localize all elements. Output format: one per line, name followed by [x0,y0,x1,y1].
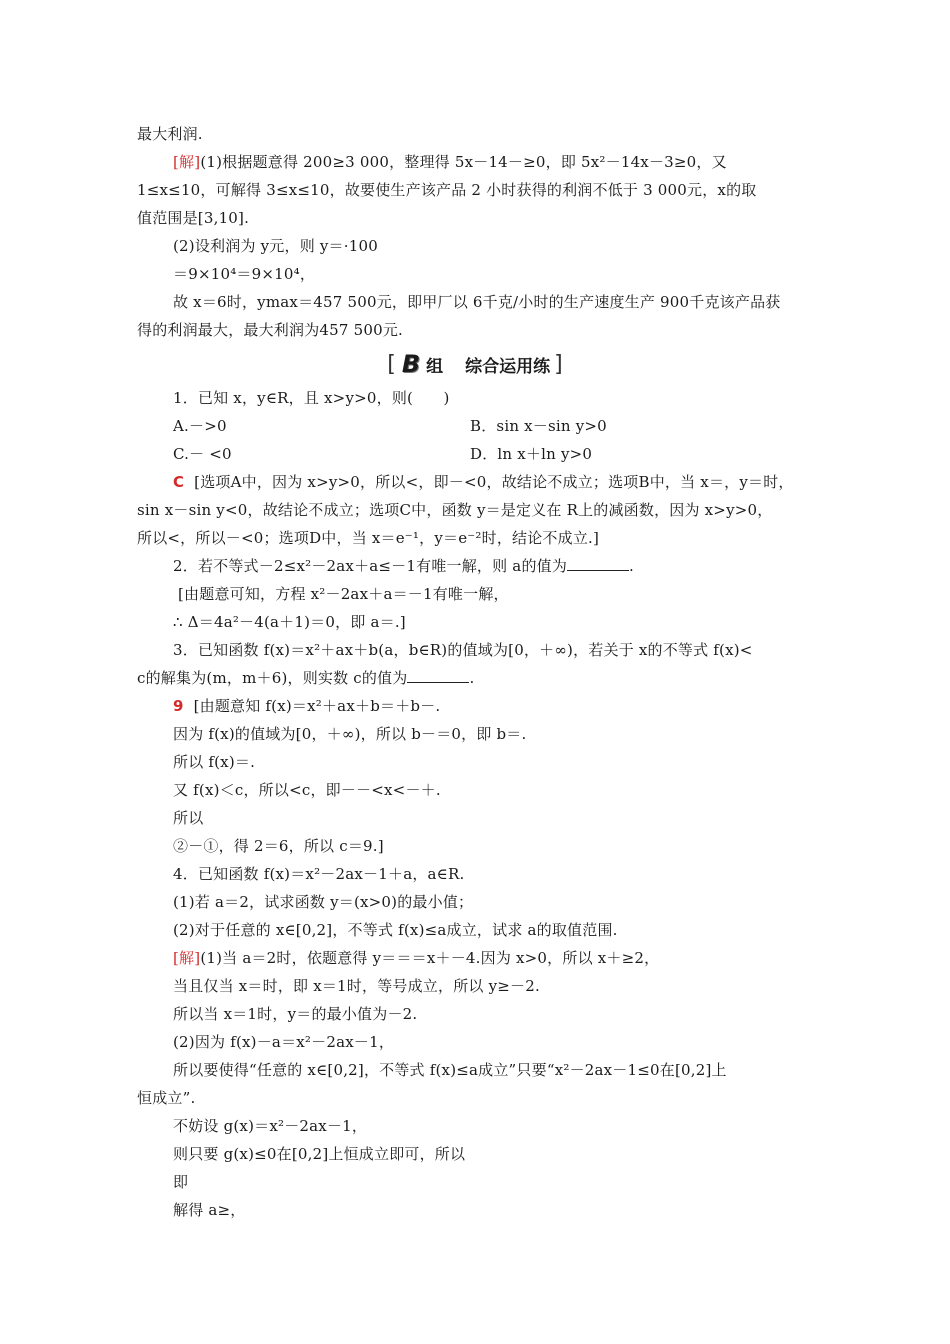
text-line: 所以当 x＝1时，y＝的最小值为－2. [173,1005,418,1023]
answer-tag: 9 [173,697,184,715]
text-line: ②－①，得 2＝6，所以 c＝9.] [173,837,384,855]
answer-tag: C [173,473,185,491]
heading-open-bracket: [ [387,351,396,377]
text-line: ＝9×10⁴＝9×10⁴， [173,265,316,283]
text-line: 值范围是[3,10]. [137,209,250,227]
text-line: 因为 f(x)的值域为[0，＋∞)，所以 b－＝0，即 b＝. [173,725,527,743]
text-line: (2)对于任意的 x∈[0,2]，不等式 f(x)≤a成立，试求 a的取值范围. [173,921,618,939]
text-line: 1≤x≤10，可解得 3≤x≤10，故要使生产该产品 2 小时获得的利润不低于 3 000元，x的取 [137,181,757,199]
option-b: B．sin x－sin y>0 [470,417,607,435]
group-b-icon: B [401,350,421,378]
text-line: sin x－sin y<0，故结论不成立；选项C中，函数 y＝是定义在 R上的减函数，因为 x>y>0， [137,501,773,519]
text-line: 不妨设 g(x)＝x²－2ax－1， [173,1117,368,1135]
text-line: 又 f(x)＜c，所以<c，即－－<x<－＋. [173,781,441,799]
text-line: 解得 a≥， [173,1201,246,1219]
text-line: 所以要使得“任意的 x∈[0,2]，不等式 f(x)≤a成立”只要“x²－2ax－1≤0在[0,2]上 [173,1061,727,1079]
text-line: 则只要 g(x)≤0在[0,2]上恒成立即可，所以 [173,1145,466,1163]
answer-1 [173,472,794,492]
option-a: A.－>0 [173,417,227,435]
text-line: 所以 [173,809,204,827]
answer-3 [173,696,440,716]
solution-tag: [解] [173,949,201,967]
text-line: 即 [173,1173,189,1191]
section-heading [0,350,950,380]
answer-blank [407,668,469,683]
question-3: 3．已知函数 f(x)＝x²＋ax＋b(a，b∈R)的值域为[0，＋∞)，若关于 x的不等式 f(x)< [173,641,753,659]
question-1: 1．已知 x，y∈R，且 x>y>0，则( ) [173,389,450,407]
option-row [173,444,232,464]
text-line: [由题意可知，方程 x²－2ax＋a＝－1有唯一解， [178,585,509,603]
heading-close-bracket: ] [554,351,563,377]
text-span: (1)根据题意得 200≥3 000，整理得 5x－14－≥0，即 5x²－14x－3≥0，又 [200,153,727,171]
text-line: 所以 f(x)＝. [173,753,256,771]
heading-title: 综合运用练 [465,356,551,377]
text-span: c的解集为(m，m＋6)，则实数 c的值为 [137,669,408,687]
text-line: ∴ Δ＝4a²－4(a＋1)＝0，即 a＝.] [173,613,406,631]
text-line: 最大利润. [137,125,203,143]
answer-4 [173,948,659,968]
text-line: 当且仅当 x＝时，即 x＝1时，等号成立，所以 y≥－2. [173,977,540,995]
text-line: (2)设利润为 y元，则 y＝·100 [173,237,378,255]
text-span: . [469,669,475,687]
text-span: [选项A中，因为 x>y>0，所以<，即－<0，故结论不成立；选项B中，当 x＝，y＝时， [194,473,794,491]
text-line: 恒成立”. [137,1089,196,1107]
question-2 [173,556,634,576]
text-span: (1)当 a＝2时，依题意得 y＝＝＝x＋－4.因为 x>0，所以 x＋≥2， [200,949,660,967]
text-line: (2)因为 f(x)－a＝x²－2ax－1， [173,1033,395,1051]
option-row [173,416,227,436]
answer-blank [567,556,629,571]
text-line: (1)若 a＝2，试求函数 y＝(x>0)的最小值； [173,893,474,911]
text-line: 得的利润最大，最大利润为457 500元. [137,321,403,339]
text-line: 故 x＝6时，ymax＝457 500元，即甲厂以 6千克/小时的生产速度生产 900千克该产品获 [173,293,781,311]
option-d: D．ln x＋ln y>0 [470,445,593,463]
text-line [137,668,474,688]
text-line [173,152,727,172]
option-c: C.－ <0 [173,445,232,463]
text-line: 所以<，所以－<0；选项D中，当 x＝e⁻¹，y＝e⁻²时，结论不成立.] [137,529,600,547]
text-span: . [629,557,635,575]
heading-group: 组 [426,356,444,377]
text-span: [由题意知 f(x)＝x²＋ax＋b＝＋b－. [193,697,441,715]
solution-tag: [解] [173,153,201,171]
question-4: 4．已知函数 f(x)＝x²－2ax－1＋a，a∈R. [173,865,465,883]
text-span: 2．若不等式－2≤x²－2ax＋a≤－1有唯一解，则 a的值为 [173,557,568,575]
